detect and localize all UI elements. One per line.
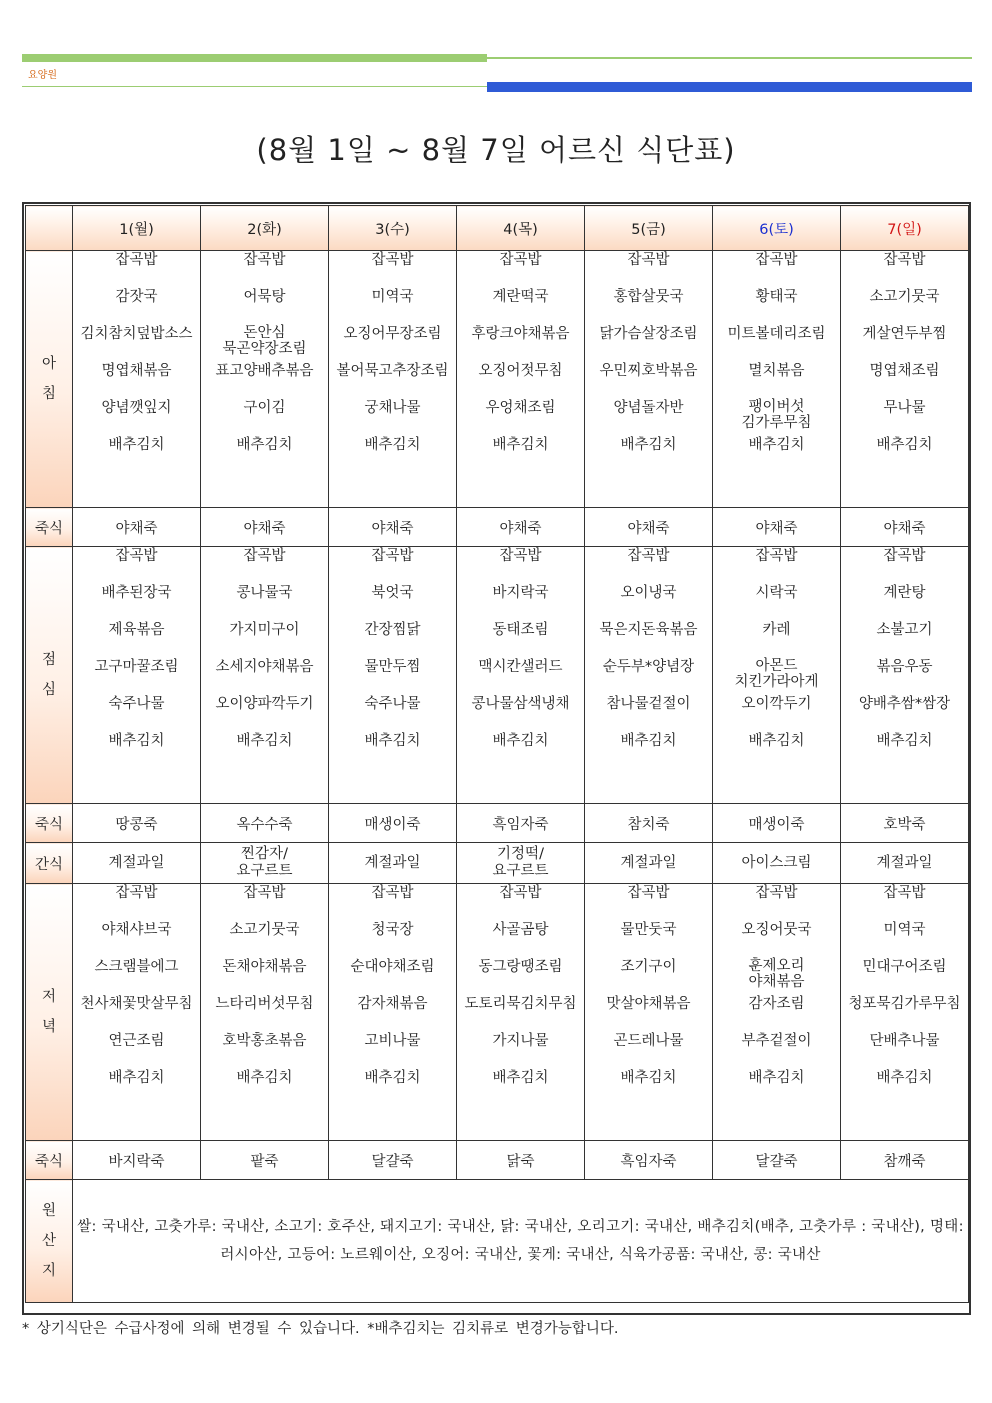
breakfast-cell: [841, 251, 969, 508]
menu-item: 고비나물: [364, 1033, 421, 1049]
footer-note: * 상기식단은 수급사정에 의해 변경될 수 있습니다. *배추김치는 김치류로 변경가능합니다.: [22, 1321, 619, 1337]
menu-item: 잡곡밥: [755, 548, 798, 564]
menu-item: 잡곡밥: [627, 885, 670, 901]
menu-item: 배추김치: [748, 733, 805, 749]
menu-item: 양념깻잎지: [101, 400, 172, 416]
menu-item: 야채샤브국: [101, 922, 172, 938]
origin-row: [26, 1180, 969, 1303]
menu-item: 단배추나물: [869, 1033, 940, 1049]
snack-cell: 계절과일: [329, 843, 457, 884]
menu-item: 홍합살뭇국: [613, 289, 684, 305]
menu-item: 곤드레나물: [613, 1033, 684, 1049]
menu-item: 배추김치: [236, 437, 293, 453]
menu-item: 바지락국: [492, 585, 549, 601]
dinner-label: 저 녁: [26, 884, 73, 1141]
menu-item: 배추김치: [364, 1070, 421, 1086]
menu-item: 맥시칸샐러드: [478, 659, 563, 675]
menu-item: 잡곡밥: [755, 885, 798, 901]
meal-table: [25, 205, 969, 1303]
menu-item: 숙주나물: [364, 696, 421, 712]
menu-item: 오이깍두기: [741, 696, 812, 712]
breakfast-row: [26, 251, 969, 508]
header-line-green-lower: [22, 86, 487, 87]
menu-item: 시락국: [755, 585, 798, 601]
menu-item: 잡곡밥: [371, 885, 414, 901]
origin-label: 원 산 지: [26, 1180, 73, 1303]
breakfast-porridge-cell: 야채죽: [841, 508, 969, 547]
breakfast-cell: [329, 251, 457, 508]
lunch-cell: [201, 547, 329, 804]
menu-item: 물만두찜: [364, 659, 421, 675]
menu-item: 연근조림: [108, 1033, 165, 1049]
menu-item: 무나물: [883, 400, 926, 416]
snack-cell: 계절과일: [585, 843, 713, 884]
menu-item: 감자채볶음: [357, 996, 428, 1012]
menu-item: 배추김치: [236, 1070, 293, 1086]
lunch-cell: [841, 547, 969, 804]
menu-item: 배추김치: [876, 1070, 933, 1086]
menu-item: 고구마꿀조림: [94, 659, 179, 675]
menu-item: 순두부*양념장: [602, 659, 695, 675]
menu-item: 배추김치: [620, 437, 677, 453]
dinner-cell: [713, 884, 841, 1141]
menu-item: 계란떡국: [492, 289, 549, 305]
breakfast-porridge-row: [26, 508, 969, 547]
menu-item: 궁채나물: [364, 400, 421, 416]
menu-item: 배추김치: [364, 733, 421, 749]
menu-item: 콩나물삼색냉채: [471, 696, 570, 712]
corner-cell: [26, 206, 73, 251]
menu-item: 잡곡밥: [371, 252, 414, 268]
menu-item: 배추김치: [620, 1070, 677, 1086]
dinner-cell: [73, 884, 201, 1141]
menu-item: 돈안심 묵곤약장조림: [222, 325, 307, 357]
day-header: 3(수): [329, 206, 457, 251]
breakfast-porridge-cell: 야채죽: [201, 508, 329, 547]
menu-item: 오이양파깍두기: [215, 696, 314, 712]
menu-item: 미트볼데리조림: [727, 326, 826, 342]
menu-item: 볼어묵고추장조림: [336, 363, 449, 379]
menu-item: 도토리묵김치무침: [464, 996, 577, 1012]
menu-item: 아몬드 치킨가라아게: [734, 658, 819, 690]
lunch-porridge-cell: 매생이죽: [329, 804, 457, 843]
dinner-porridge-cell: 닭죽: [457, 1141, 585, 1180]
menu-item: 잡곡밥: [883, 548, 926, 564]
menu-item: 사골곰탕: [492, 922, 549, 938]
menu-item: 닭가슴살장조림: [599, 326, 698, 342]
breakfast-cell: [201, 251, 329, 508]
menu-item: 배추김치: [492, 1070, 549, 1086]
lunch-porridge-cell: 호박죽: [841, 804, 969, 843]
menu-item: 순대야채조림: [350, 959, 435, 975]
dinner-porridge-cell: 바지락죽: [73, 1141, 201, 1180]
menu-item: 배추김치: [108, 437, 165, 453]
menu-item: 잡곡밥: [115, 885, 158, 901]
menu-item: 잡곡밥: [755, 252, 798, 268]
menu-item: 참나물겉절이: [606, 696, 691, 712]
menu-item: 잡곡밥: [499, 548, 542, 564]
menu-item: 잡곡밥: [627, 252, 670, 268]
menu-item: 잡곡밥: [627, 548, 670, 564]
day-header: 5(금): [585, 206, 713, 251]
day-header-row: [26, 206, 969, 251]
menu-item: 김치참치덮밥소스: [80, 326, 193, 342]
dinner-cell: [201, 884, 329, 1141]
menu-item: 구이김: [243, 400, 286, 416]
menu-item: 맛살야채볶음: [606, 996, 691, 1012]
dinner-cell: [585, 884, 713, 1141]
menu-item: 감자조림: [748, 996, 805, 1012]
menu-item: 배추김치: [492, 733, 549, 749]
menu-item: 잡곡밥: [243, 548, 286, 564]
menu-item: 게살연두부찜: [862, 326, 947, 342]
dinner-cell: [457, 884, 585, 1141]
dinner-porridge-label: 죽식: [26, 1141, 73, 1180]
menu-item: 동그랑땡조림: [478, 959, 563, 975]
menu-item: 소고기뭇국: [869, 289, 940, 305]
breakfast-porridge-label: 죽식: [26, 508, 73, 547]
breakfast-porridge-cell: 야채죽: [713, 508, 841, 547]
menu-item: 후랑크야채볶음: [471, 326, 570, 342]
menu-item: 숙주나물: [108, 696, 165, 712]
menu-item: 배추김치: [108, 733, 165, 749]
snack-row: [26, 843, 969, 884]
menu-item: 배추김치: [748, 1070, 805, 1086]
menu-item: 가지나물: [492, 1033, 549, 1049]
snack-label: 간식: [26, 843, 73, 884]
breakfast-cell: [73, 251, 201, 508]
lunch-porridge-cell: 매생이죽: [713, 804, 841, 843]
lunch-cell: [329, 547, 457, 804]
breakfast-porridge-cell: 야채죽: [585, 508, 713, 547]
lunch-porridge-label: 죽식: [26, 804, 73, 843]
origin-text: 쌀: 국내산, 고춧가루: 국내산, 소고기: 호주산, 돼지고기: 국내산, 닭: 국내산, 오리고기: 국내산, 배추김치(배추, 고춧가루 : 국내산), 명태: 러시아산, 고등어: 노르웨이산, 오징어: 국내산, 꽃게: 국내산, 식육가공품: 국내산, 콩: 국내산: [73, 1180, 969, 1303]
menu-item: 소불고기: [876, 622, 933, 638]
menu-item: 배추김치: [364, 437, 421, 453]
menu-item: 황태국: [755, 289, 798, 305]
menu-item: 감잣국: [115, 289, 158, 305]
snack-cell: 계절과일: [73, 843, 201, 884]
menu-item: 멸치볶음: [748, 363, 805, 379]
day-header: 4(목): [457, 206, 585, 251]
breakfast-porridge-cell: 야채죽: [73, 508, 201, 547]
day-header: 1(월): [73, 206, 201, 251]
snack-cell: 찐감자/ 요구르트: [201, 843, 329, 884]
snack-cell: 기정떡/ 요구르트: [457, 843, 585, 884]
menu-item: 가지미구이: [229, 622, 300, 638]
menu-item: 배추김치: [748, 437, 805, 453]
menu-item: 오징어젓무침: [478, 363, 563, 379]
menu-item: 팽이버섯 김가루무침: [741, 399, 812, 431]
menu-item: 돈채야채볶음: [222, 959, 307, 975]
menu-item: 스크램블에그: [94, 959, 179, 975]
menu-item: 배추김치: [108, 1070, 165, 1086]
menu-item: 천사채꽃맛살무침: [80, 996, 193, 1012]
lunch-row: [26, 547, 969, 804]
breakfast-cell: [457, 251, 585, 508]
dinner-porridge-cell: 흑임자죽: [585, 1141, 713, 1180]
lunch-cell: [73, 547, 201, 804]
menu-item: 부추겉절이: [741, 1033, 812, 1049]
menu-item: 북엇국: [371, 585, 414, 601]
menu-item: 느타리버섯무침: [215, 996, 314, 1012]
menu-item: 어묵탕: [243, 289, 286, 305]
menu-item: 오징어무장조림: [343, 326, 442, 342]
menu-item: 카레: [762, 622, 791, 638]
lunch-cell: [713, 547, 841, 804]
menu-item: 잡곡밥: [243, 252, 286, 268]
snack-cell: 아이스크림: [713, 843, 841, 884]
dinner-cell: [329, 884, 457, 1141]
day-header: 7(일): [841, 206, 969, 251]
lunch-porridge-cell: 흑임자죽: [457, 804, 585, 843]
lunch-cell: [585, 547, 713, 804]
menu-item: 표고양배추볶음: [215, 363, 314, 379]
menu-item: 우엉채조림: [485, 400, 556, 416]
menu-item: 청국장: [371, 922, 414, 938]
menu-item: 청포묵김가루무침: [848, 996, 961, 1012]
day-header: 2(화): [201, 206, 329, 251]
menu-item: 미역국: [883, 922, 926, 938]
dinner-porridge-cell: 참깨죽: [841, 1141, 969, 1180]
menu-item: 소고기뭇국: [229, 922, 300, 938]
menu-item: 배추김치: [236, 733, 293, 749]
menu-item: 잡곡밥: [243, 885, 286, 901]
page-title: (8월 1일 ~ 8월 7일 어르신 식단표): [256, 133, 736, 167]
menu-item: 묵은지돈육볶음: [599, 622, 698, 638]
lunch-porridge-cell: 참치죽: [585, 804, 713, 843]
menu-item: 배추김치: [620, 733, 677, 749]
lunch-porridge-cell: 옥수수죽: [201, 804, 329, 843]
menu-item: 조기구이: [620, 959, 677, 975]
menu-item: 계란탕: [883, 585, 926, 601]
menu-item: 제육볶음: [108, 622, 165, 638]
breakfast-porridge-cell: 야채죽: [457, 508, 585, 547]
menu-item: 잡곡밥: [883, 885, 926, 901]
menu-item: 명엽채조림: [869, 363, 940, 379]
lunch-porridge-row: [26, 804, 969, 843]
dinner-row: [26, 884, 969, 1141]
menu-item: 물만둣국: [620, 922, 677, 938]
menu-item: 잡곡밥: [371, 548, 414, 564]
menu-item: 배추된장국: [101, 585, 172, 601]
dinner-cell: [841, 884, 969, 1141]
menu-item: 명엽채볶음: [101, 363, 172, 379]
header-bar-blue: [487, 82, 972, 92]
day-header: 6(토): [713, 206, 841, 251]
menu-item: 배추김치: [492, 437, 549, 453]
menu-item: 잡곡밥: [499, 885, 542, 901]
breakfast-cell: [713, 251, 841, 508]
lunch-label: 점 심: [26, 547, 73, 804]
menu-item: 볶음우동: [876, 659, 933, 675]
breakfast-porridge-cell: 야채죽: [329, 508, 457, 547]
menu-item: 잡곡밥: [499, 252, 542, 268]
dinner-porridge-cell: 팥죽: [201, 1141, 329, 1180]
menu-item: 콩나물국: [236, 585, 293, 601]
snack-cell: 계절과일: [841, 843, 969, 884]
menu-item: 오이냉국: [620, 585, 677, 601]
lunch-cell: [457, 547, 585, 804]
dinner-porridge-cell: 달걀죽: [713, 1141, 841, 1180]
breakfast-cell: [585, 251, 713, 508]
menu-item: 잡곡밥: [883, 252, 926, 268]
menu-item: 오징어뭇국: [741, 922, 812, 938]
menu-item: 배추김치: [876, 733, 933, 749]
menu-item: 간장찜닭: [364, 622, 421, 638]
menu-item: 양배추쌈*쌈장: [858, 696, 951, 712]
menu-item: 배추김치: [876, 437, 933, 453]
menu-item: 미역국: [371, 289, 414, 305]
menu-item: 우민찌호박볶음: [599, 363, 698, 379]
dinner-porridge-row: [26, 1141, 969, 1180]
organization-name: 요양원: [28, 70, 57, 81]
lunch-porridge-cell: 땅콩죽: [73, 804, 201, 843]
breakfast-label: 아 침: [26, 251, 73, 508]
header-line-green: [487, 57, 972, 59]
menu-item: 소세지야채볶음: [215, 659, 314, 675]
menu-item: 동태조림: [492, 622, 549, 638]
menu-item: 잡곡밥: [115, 252, 158, 268]
dinner-porridge-cell: 달걀죽: [329, 1141, 457, 1180]
header-bar-green: [22, 54, 487, 62]
menu-item: 양념돌자반: [613, 400, 684, 416]
menu-item: 잡곡밥: [115, 548, 158, 564]
menu-item: 훈제오리 야채볶음: [748, 958, 805, 990]
menu-item: 호박홍초볶음: [222, 1033, 307, 1049]
menu-item: 민대구어조림: [862, 959, 947, 975]
